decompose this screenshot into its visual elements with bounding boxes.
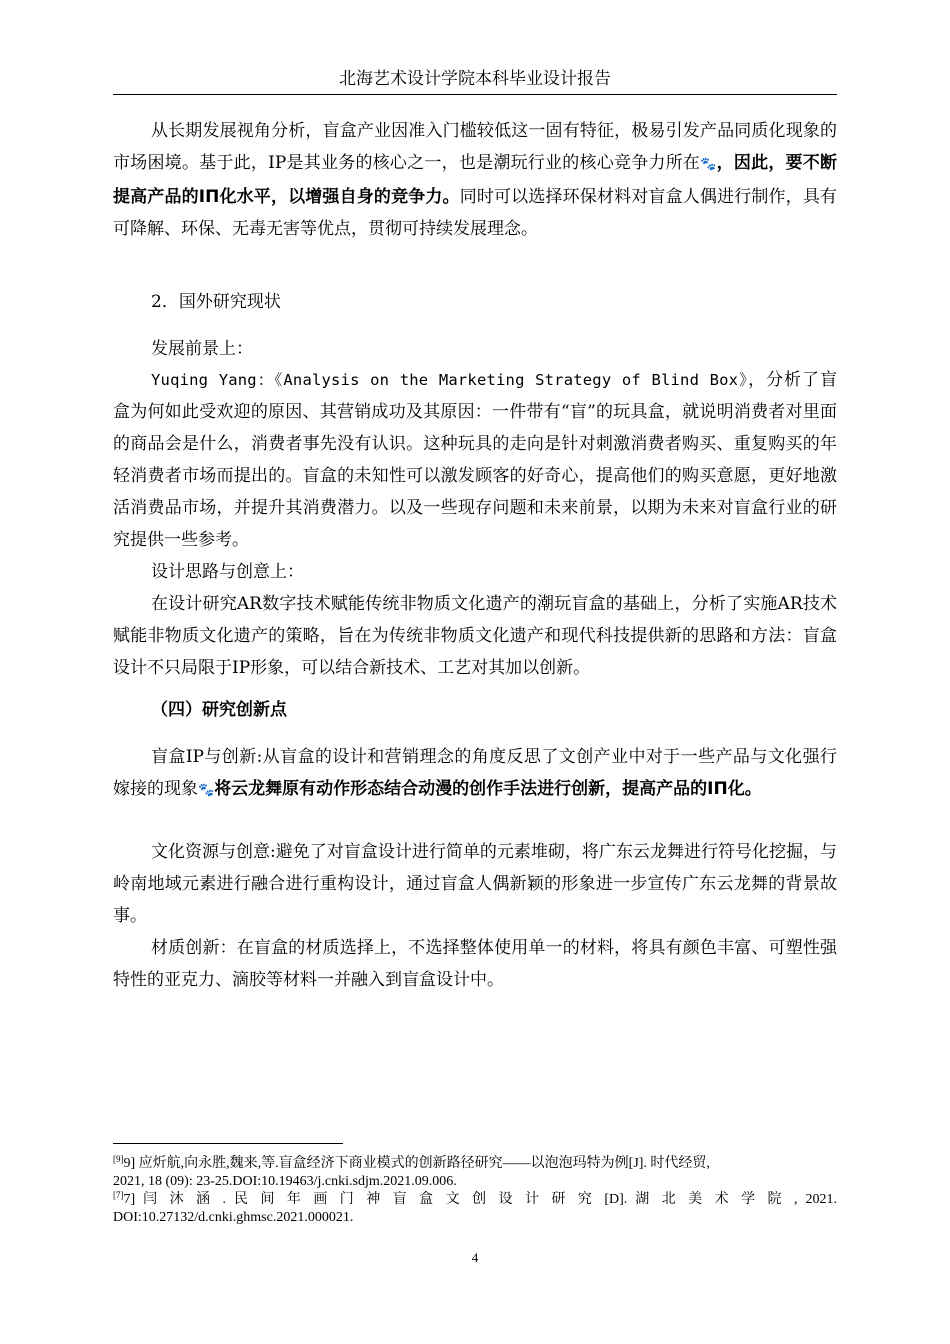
page-number: 4	[471, 1250, 479, 1265]
footnote-mark: [7]	[113, 1190, 124, 1200]
paragraph-ip-competitiveness	[113, 115, 837, 245]
bold-emphasis: ，因此，要不断提高产品的IП化水平，以增强自身的竞争力。	[113, 153, 838, 207]
footnote-text: DOI:10.27132/d.cnki.ghmsc.2021.000021.	[113, 1210, 354, 1225]
paragraph-text: 从长期发展视角分析，盲盒产业因准入门槛较低这一固有特征，极易引发产品同质化现象的市场困境。基于此，IP是其业务的核心之一，也是潮玩行业的核心竞争力所在	[113, 121, 837, 173]
bold-emphasis: 将云龙舞原有动作形态结合动漫的创作手法进行创新，提高产品的IП化。	[214, 779, 762, 799]
paragraph-text: 同时可以选择环保材料对盲盒人偶进行制作，具有可降解、环保、无毒无害等优点，贯彻可持续发展理念。	[113, 187, 837, 239]
paragraph-ip-innovation	[113, 741, 837, 807]
paw-symbol-icon: 🐾	[198, 783, 215, 798]
label-design-ideas: 设计思路与创意上：	[151, 562, 304, 582]
label-development-prospects: 发展前景上：	[151, 339, 253, 359]
subsection-heading-foreign-research: 2．国外研究现状	[151, 292, 281, 312]
citation-title: Yuqing Yang：《Analysis on the Marketing Strategy of Blind Box》	[151, 371, 749, 389]
footnote-separator	[113, 1143, 343, 1144]
paragraph-material-innovation: 材质创新：在盲盒的材质选择上，不选择整体使用单一的材料，将具有颜色丰富、可塑性强特性的亚克力、滴胶等材料一并融入到盲盒设计中。	[113, 938, 837, 990]
paragraph-text: ，分析了盲盒为何如此受欢迎的原因、其营销成功及其原因：一件带有“盲”的玩具盒，就说明消费者对里面的商品会是什么，消费者事先没有认识。这种玩具的走向是针对刺激消费者购买、重复购买的年轻消费者市场而提出的。盲盒的未知性可以激发顾客的好奇心，提高他们的购买意愿，更好地激活消费品市场，并提升其消费潜力。以及一些现存问题和未来前景，以期为未来对盲盒行业的研究提供一些参考。	[113, 370, 838, 550]
paragraph-yuqing-yang	[113, 364, 837, 556]
header-divider	[113, 94, 837, 95]
footnote-text: 9] 应炘航,向永胜,魏来,等.盲盒经济下商业模式的创新路径研究——以泡泡玛特为例[J]. 时代经贸,	[123, 1156, 710, 1171]
footnote-text: 7] 闫 沐 涵 . 民 间 年 画 门 神 盲 盒 文 创 设 计 研 究 [D]. 湖 北 美 术 学 院 , 2021.	[123, 1192, 837, 1207]
footnote-mark: [9]	[113, 1154, 124, 1164]
section-heading-innovation: （四）研究创新点	[151, 700, 287, 720]
footnote-text: 2021, 18 (09): 23-25.DOI:10.19463/j.cnki.sdjm.2021.09.006.	[113, 1174, 457, 1189]
footnote-9	[113, 1155, 837, 1191]
paw-symbol-icon: 🐾	[700, 157, 717, 172]
paragraph-text: 盲盒IP与创新:从盲盒的设计和营销理念的角度反思了文创产业中对于一些产品与文化强行嫁接的现象	[113, 747, 837, 799]
paragraph-ar-technology: 在设计研究AR数字技术赋能传统非物质文化遗产的潮玩盲盒的基础上，分析了实施AR技术赋能非物质文化遗产的策略，旨在为传统非物质文化遗产和现代科技提供新的思路和方法：盲盒设计不只局限于IP形象，可以结合新技术、工艺对其加以创新。	[113, 594, 837, 678]
page-header-title: 北海艺术设计学院本科毕业设计报告	[339, 69, 611, 89]
paragraph-cultural-resources: 文化资源与创意:避免了对盲盒设计进行简单的元素堆砌，将广东云龙舞进行符号化挖掘，与岭南地域元素进行融合进行重构设计，通过盲盒人偶新颖的形象进一步宣传广东云龙舞的背景故事。	[113, 842, 837, 926]
footnote-7	[113, 1191, 837, 1227]
